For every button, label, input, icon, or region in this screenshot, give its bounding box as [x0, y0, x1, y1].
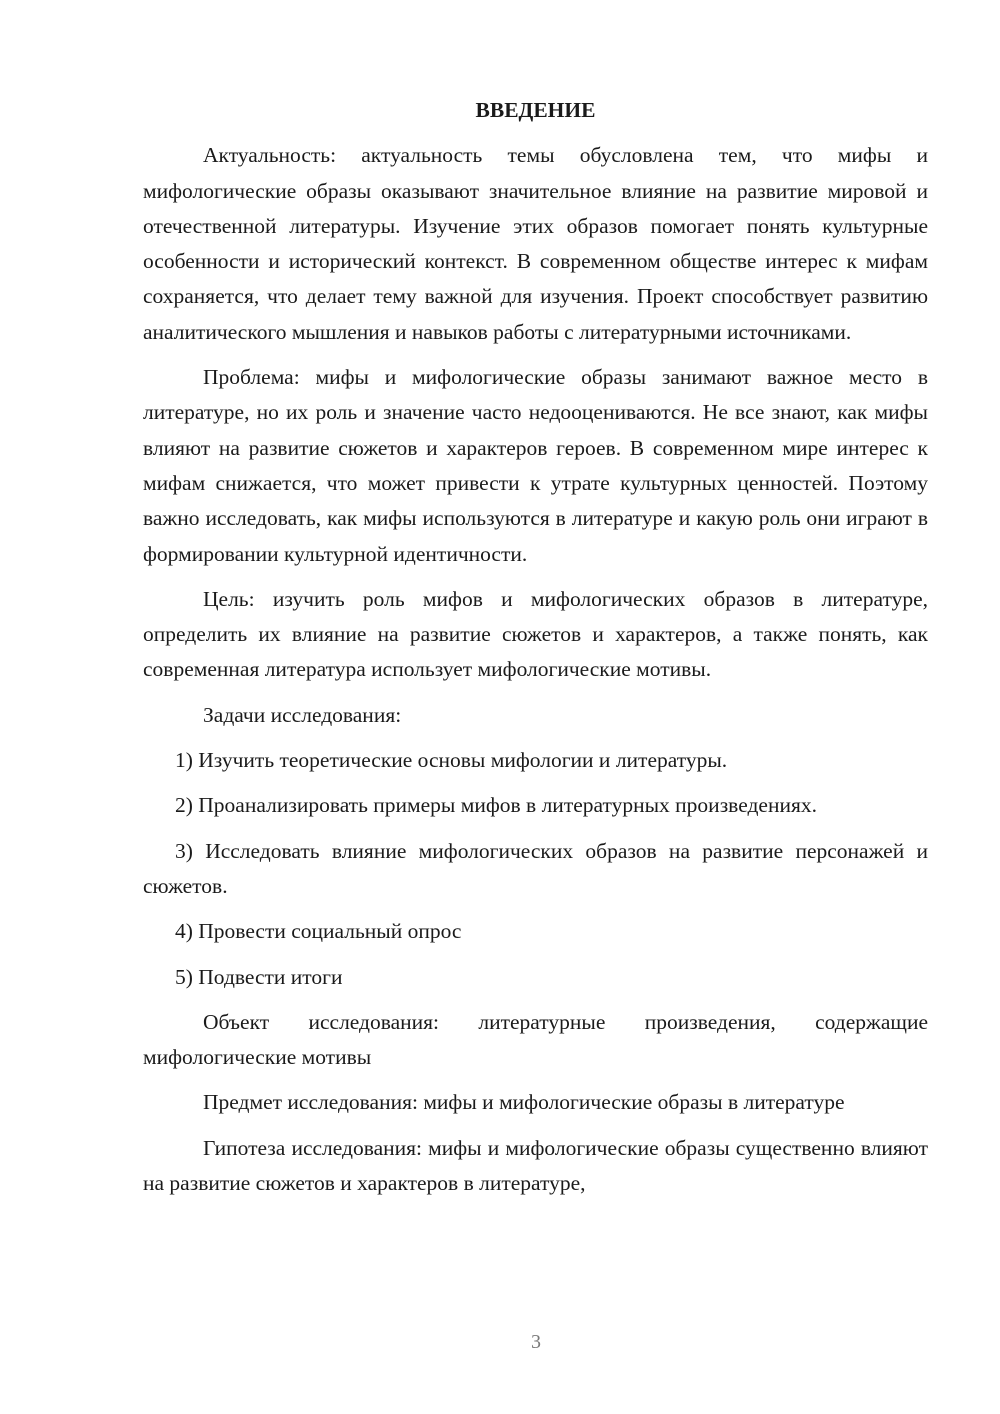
paragraph-relevance: Актуальность: актуальность темы обусловлена тем, что мифы и мифологические образы оказывают значительное влияние на развитие мировой и отечественной литературы. Изучение этих образов помогает понять культурные особенности и исторический контекст. В современном обществе интерес к мифам сохраняется, что делает тему важной для изучения. Проект способствует развитию аналитического мышления и навыков работы с литературными источниками.	[143, 143, 928, 344]
paragraph-subject: Предмет исследования: мифы и мифологические образы в литературе	[203, 1090, 845, 1115]
task-item-2: 2) Проанализировать примеры мифов в литературных произведениях.	[175, 793, 817, 818]
paragraph-problem: Проблема: мифы и мифологические образы занимают важное место в литературе, но их роль и значение часто недооцениваются. Не все знают, как мифы влияют на развитие сюжетов и характеров героев. В современном мире интерес к мифам снижается, что может привести к утрате культурных ценностей. Поэтому важно исследовать, как мифы используются в литературе и какую роль они играют в формировании культурной идентичности.	[143, 365, 928, 566]
page-number: 3	[531, 1331, 541, 1353]
paragraph-tasks-heading: Задачи исследования:	[203, 702, 402, 727]
task-item-4: 4) Провести социальный опрос	[175, 919, 462, 944]
task-item-1: 1) Изучить теоретические основы мифологии и литературы.	[175, 748, 728, 773]
page-content	[143, 93, 928, 1211]
paragraph-goal: Цель: изучить роль мифов и мифологических образов в литературе, определить их влияние на развитие сюжетов и характеров, а также понять, как современная литература использует мифологические мотивы.	[143, 586, 928, 682]
section-title: ВВЕДЕНИЕ	[475, 98, 596, 122]
paragraph-object: Объект исследования: литературные произведения, содержащие мифологические мотивы	[143, 1009, 928, 1070]
task-item-3: 3) Исследовать влияние мифологических образов на развитие персонажей и сюжетов.	[143, 838, 928, 898]
paragraph-hypothesis: Гипотеза исследования: мифы и мифологические образы существенно влияют на развитие сюжетов и характеров в литературе,	[143, 1135, 928, 1196]
task-item-5: 5) Подвести итоги	[175, 964, 343, 989]
